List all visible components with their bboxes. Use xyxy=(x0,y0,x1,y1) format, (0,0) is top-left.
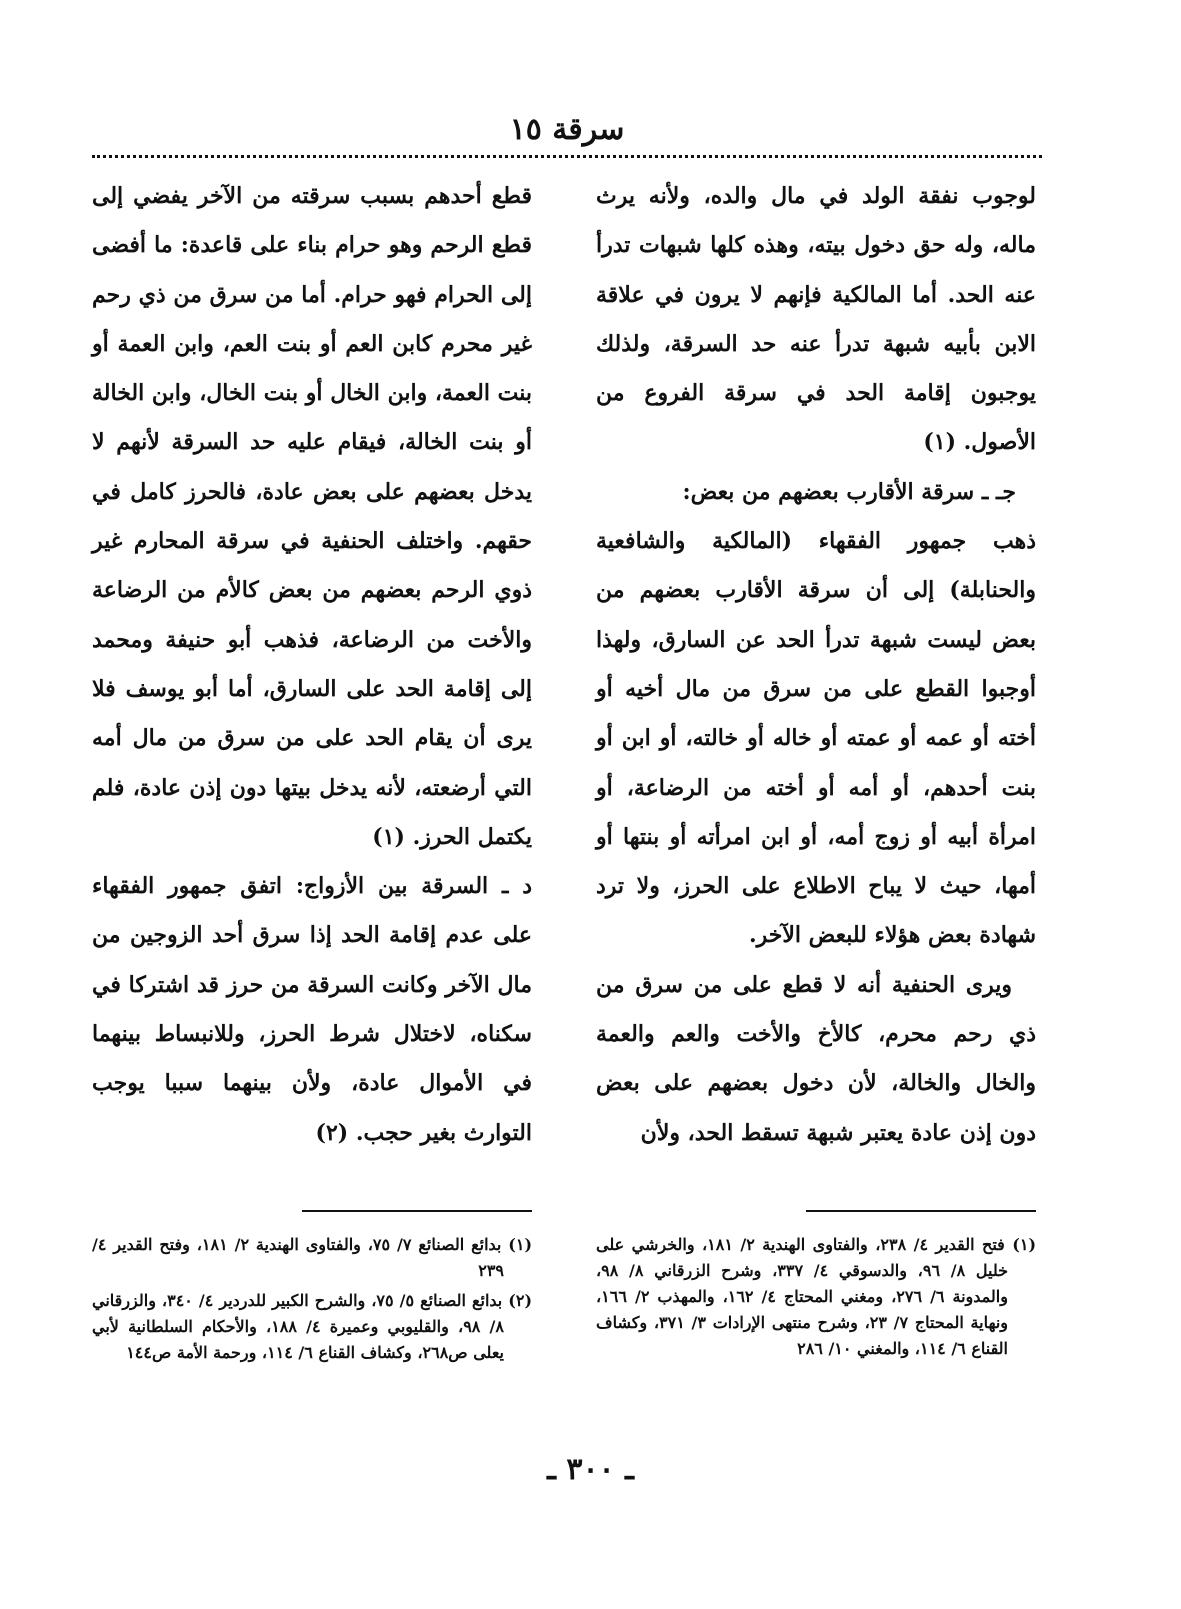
footnote-item: (٢) بدائع الصنائع ٥/ ٧٥، والشرح الكبير للدردير ٤/ ٣٤٠، والزرقاني ٨/ ٩٨، والقليوبي وعميرة ٤/ ١٨٨، والأحكام السلطانية لأبي يعلى ص٢٦٨، وكشاف القناع ٦/ ١١٤، ورحمة الأمة ص١٤٤ xyxy=(92,1291,533,1362)
section-heading-relatives: جـ ـ سرقة الأقارب بعضهم من بعض: xyxy=(682,478,1016,505)
left-column xyxy=(92,172,532,1158)
running-title: سرقة ١٥ xyxy=(509,112,625,147)
header-dotted-rule xyxy=(92,155,1042,158)
right-paragraph-1: لوجوب نفقة الولد في مال والده، ولأنه يرث ماله، وله حق دخول بيته، وهذه كلها شبهات تدرأ عنه الحد. أما المالكية فإنهم لا يرون في علاقة الابن بأبيه شبهة تدرأ عنه حد السرقة، ولذلك يوجبون إقامة الحد في سرقة الفروع من الأصول. (١) xyxy=(596,183,1036,456)
footnotes-left xyxy=(92,1232,532,1370)
footnotes-right xyxy=(596,1232,1036,1366)
page-number: ـ ٣٠٠ ـ xyxy=(547,1452,634,1487)
footnote-item: (١) فتح القدير ٤/ ٢٣٨، والفتاوى الهندية ٢/ ١٨١، والخرشي على خليل ٨/ ٩٦، والدسوقي ٤/ ٣٣٧، وشرح الزرقاني ٨/ ٩٨، والمدونة ٦/ ٢٧٦، ومغني المحتاج ٤/ ١٦٢، والمهذب ٢/ ١٦٦، ونهاية المحتاج ٧/ ٢٣، وشرح منتهى الإرادات ٣/ ٣٧١، وكشاف القناع ٦/ ١١٤، والمغني ١٠/ ٢٨٦ xyxy=(596,1235,1037,1358)
right-column xyxy=(596,172,1036,1158)
footnote-separator-right xyxy=(806,1210,1036,1212)
right-paragraph-2: ذهب جمهور الفقهاء (المالكية والشافعية والحنابلة) إلى أن سرقة الأقارب بعضهم من بعض ليست شبهة تدرأ الحد عن السارق، ولهذا أوجبوا القطع على من سرق من مال أخيه أو أخته أو عمه أو عمته أو خاله أو خالته، أو ابن أو بنت أحدهم، أو أمه أو أخته من الرضاعة، أو امرأة أبيه أو زوج أمه، أو ابن امرأته أو بنتها أو أمها، حيث لا يباح الاطلاع على الحرز، ولا ترد شهادة بعض هؤلاء للبعض الآخر. xyxy=(596,528,1036,949)
left-paragraph-2: د ـ السرقة بين الأزواج: اتفق جمهور الفقهاء على عدم إقامة الحد إذا سرق أحد الزوجين من مال الآخر وكانت السرقة من حرز قد اشتركا في سكناه، لاختلال شرط الحرز، وللانبساط بينهما في الأموال عادة، ولأن بينهما سببا يوجب التوارث بغير حجب. (٢) xyxy=(92,873,532,1146)
footnote-item: (١) بدائع الصنائع ٧/ ٧٥، والفتاوى الهندية ٢/ ١٨١، وفتح القدير ٤/ ٢٣٩ xyxy=(92,1235,533,1280)
left-paragraph-1: قطع أحدهم بسبب سرقته من الآخر يفضي إلى قطع الرحم وهو حرام بناء على قاعدة: ما أفضى إلى الحرام فهو حرام. أما من سرق من ذي رحم غير محرم كابن العم أو بنت العم، وابن العمة أو بنت العمة، وابن الخال أو بنت الخال، وابن الخالة أو بنت الخالة، فيقام عليه حد السرقة لأنهم لا يدخل بعضهم على بعض عادة، فالحرز كامل في حقهم. واختلف الحنفية في سرقة المحارم غير ذوي الرحم بعضهم من بعض كالأم من الرضاعة والأخت من الرضاعة، فذهب أبو حنيفة ومحمد إلى إقامة الحد على السارق، أما أبو يوسف فلا يرى أن يقام الحد على من سرق من مال أمه التي أرضعته، لأنه يدخل بيتها دون إذن عادة، فلم يكتمل الحرز. (١) xyxy=(92,183,533,850)
footnote-separator-left xyxy=(302,1210,532,1212)
right-paragraph-3: ويرى الحنفية أنه لا قطع على من سرق من ذي رحم محرم، كالأخ والأخت والعم والعمة والخال والخالة، لأن دخول بعضهم على بعض دون إذن عادة يعتبر شبهة تسقط الحد، ولأن xyxy=(596,971,1036,1146)
